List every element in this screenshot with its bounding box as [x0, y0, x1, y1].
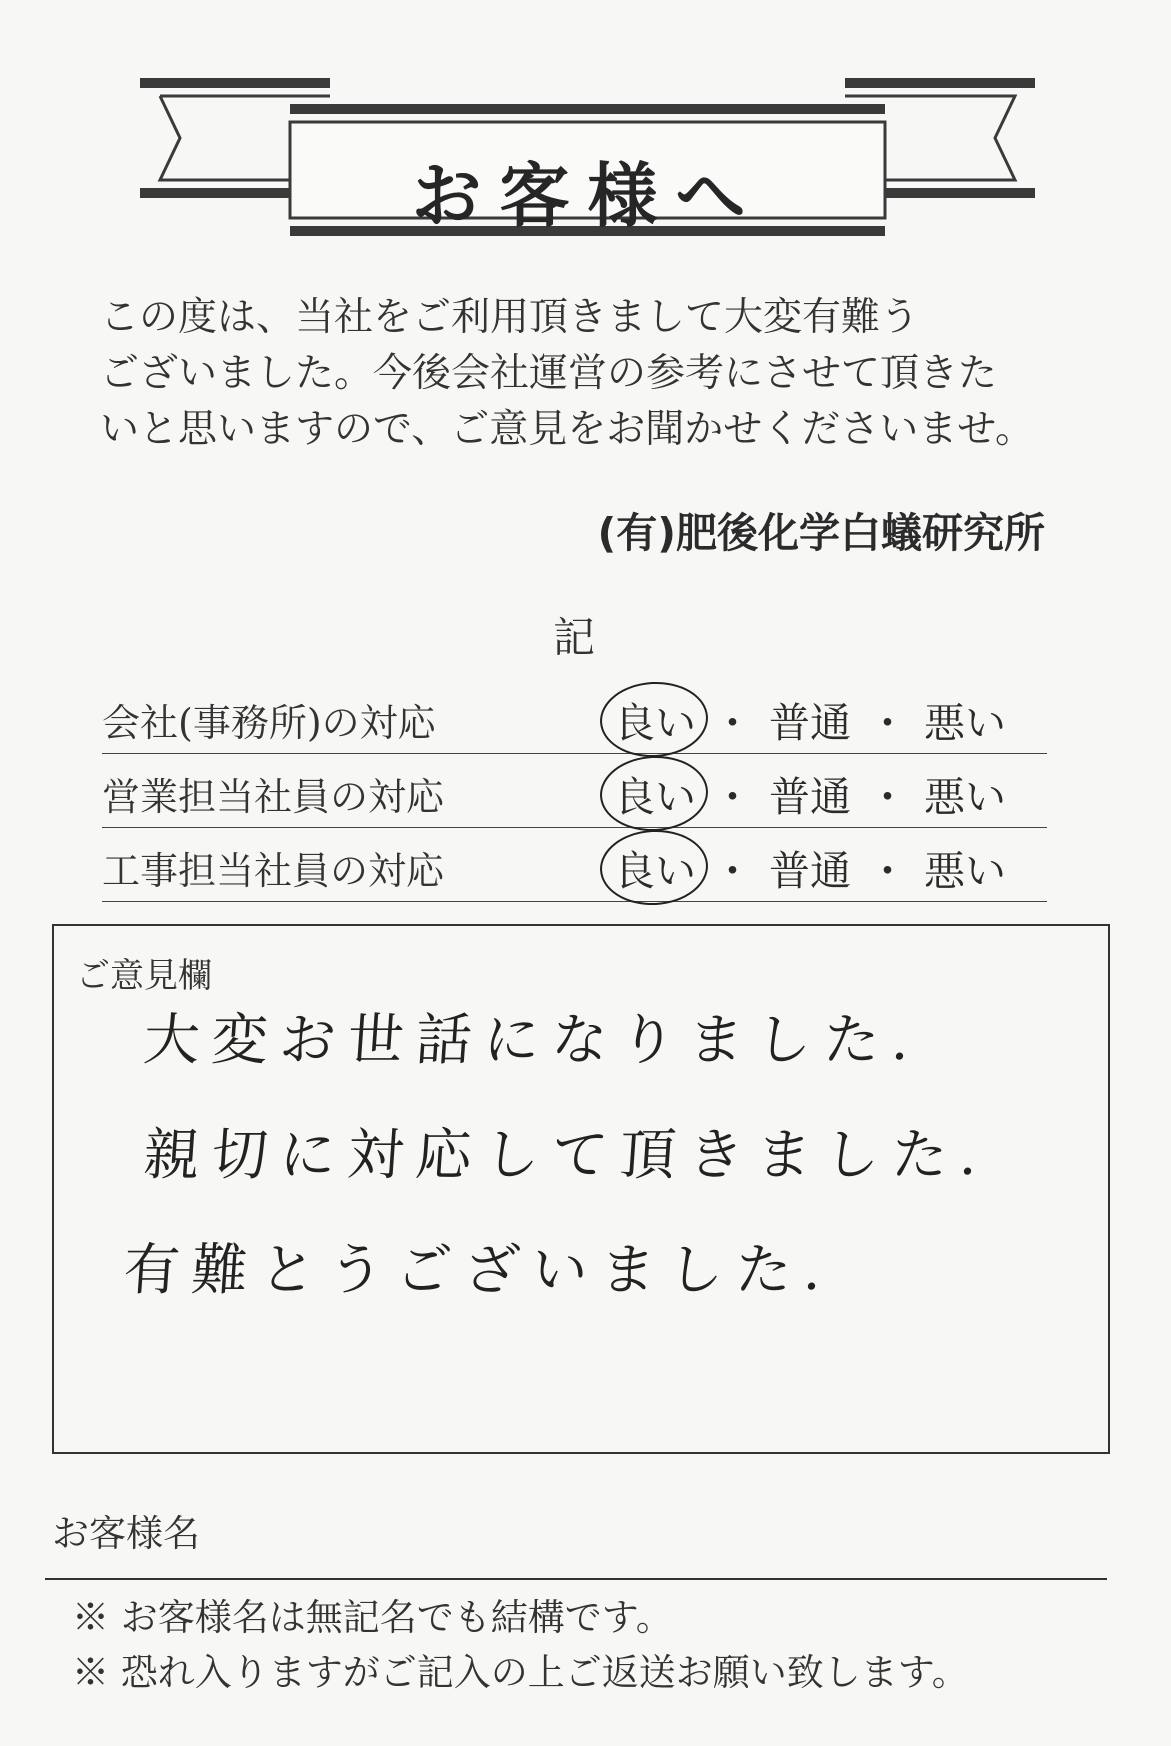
- separator: ・: [867, 773, 908, 821]
- separator: ・: [712, 699, 753, 747]
- separator: ・: [867, 847, 908, 895]
- option-normal[interactable]: 普通: [769, 847, 851, 895]
- option-bad[interactable]: 悪い: [924, 773, 1006, 821]
- option-good-selected[interactable]: 良い: [610, 764, 700, 823]
- separator: ・: [712, 847, 753, 895]
- intro-line: ございました。今後会社運営の参考にさせて頂きた: [100, 351, 998, 396]
- handwritten-line: 親切に対応して頂きました.: [141, 1123, 992, 1188]
- handwritten-line: 有難とうございました.: [121, 1238, 836, 1303]
- option-normal[interactable]: 普通: [769, 699, 851, 747]
- customer-name-label: お客様名: [52, 1512, 200, 1555]
- intro-line: いと思いますので、ご意見をお聞かせくださいませ。: [100, 407, 1035, 452]
- option-normal[interactable]: 普通: [769, 773, 851, 821]
- evaluation-label: 工事担当社員の対応: [102, 849, 445, 893]
- separator: ・: [867, 699, 908, 747]
- evaluation-table: [102, 680, 1047, 902]
- intro-line: この度は、当社をご利用頂きまして大変有難う: [100, 295, 920, 340]
- evaluation-label: 会社(事務所)の対応: [102, 701, 436, 745]
- evaluation-options: [610, 838, 1010, 897]
- title-banner: [140, 78, 1035, 258]
- option-bad[interactable]: 悪い: [924, 699, 1006, 747]
- option-good-selected[interactable]: 良い: [610, 690, 700, 749]
- option-bad[interactable]: 悪い: [924, 847, 1006, 895]
- handwritten-line: 大変お世話になりました.: [141, 1008, 924, 1073]
- separator: ・: [712, 773, 753, 821]
- evaluation-row: [102, 680, 1047, 754]
- evaluation-row: [102, 754, 1047, 828]
- opinion-label: ご意見欄: [76, 956, 212, 996]
- company-name: (有)肥後化学白蟻研究所: [597, 509, 1045, 557]
- footer-notes: [72, 1590, 969, 1700]
- note-line: ※ お客様名は無記名でも結構です。: [72, 1596, 673, 1639]
- option-good-selected[interactable]: 良い: [610, 838, 700, 897]
- intro-paragraph: [100, 290, 1060, 458]
- evaluation-options: [610, 764, 1010, 823]
- opinion-box[interactable]: [52, 924, 1110, 1454]
- note-line: ※ 恐れ入りますがご記入の上ご返送お願い致します。: [72, 1651, 969, 1694]
- customer-name-field[interactable]: [45, 1578, 1107, 1580]
- record-mark: 記: [553, 613, 596, 662]
- evaluation-row: [102, 828, 1047, 902]
- evaluation-label: 営業担当社員の対応: [102, 775, 445, 819]
- page-title: お客様へ: [411, 154, 764, 237]
- evaluation-options: [610, 690, 1010, 749]
